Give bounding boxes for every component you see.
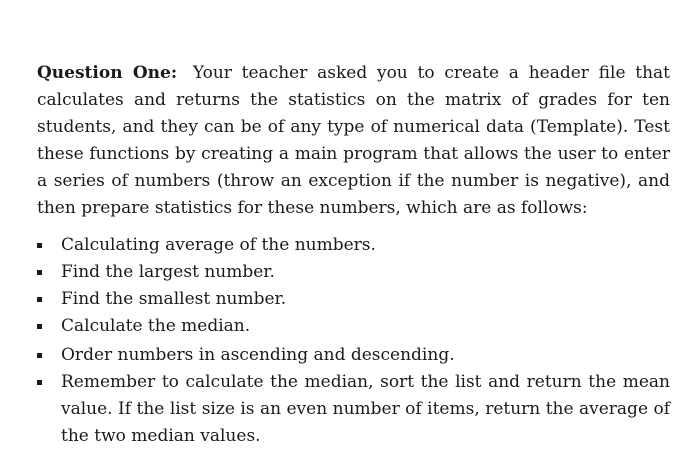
list-item-text: Calculating average of the numbers. — [61, 235, 376, 255]
list-item — [37, 232, 670, 259]
list-item — [37, 369, 670, 450]
square-bullet-icon — [37, 324, 42, 329]
list-item — [37, 259, 670, 286]
list-item — [37, 342, 670, 369]
list-item — [37, 313, 670, 340]
list-item-text: Order numbers in ascending and descending. — [61, 345, 455, 365]
square-bullet-icon — [37, 243, 42, 248]
square-bullet-icon — [37, 380, 42, 385]
list-item-text: Calculate the median. — [61, 316, 251, 336]
question-paragraph — [37, 60, 670, 222]
list-item-text: Find the smallest number. — [61, 289, 287, 309]
list-item-text: Find the largest number. — [61, 262, 275, 282]
requirements-list — [37, 232, 670, 450]
square-bullet-icon — [37, 270, 42, 275]
square-bullet-icon — [37, 297, 42, 302]
question-text: Your teacher asked you to create a header file that calculates and returns the statistics on the matrix of grades for ten students, and they can be of any type of numerical data (Template). Test these functions by creating a main program that allows the user to enter a series of numbers (throw an exception if the number is negative), and then prepare statistics for these numbers, which are as follows: — [37, 63, 671, 218]
list-item — [37, 286, 670, 313]
list-item-text: Remember to calculate the median, sort the list and return the mean value. If the list size is an even number of items, return the average of the two median values. — [61, 372, 670, 446]
square-bullet-icon — [37, 353, 42, 358]
question-label: Question One: — [37, 63, 178, 83]
